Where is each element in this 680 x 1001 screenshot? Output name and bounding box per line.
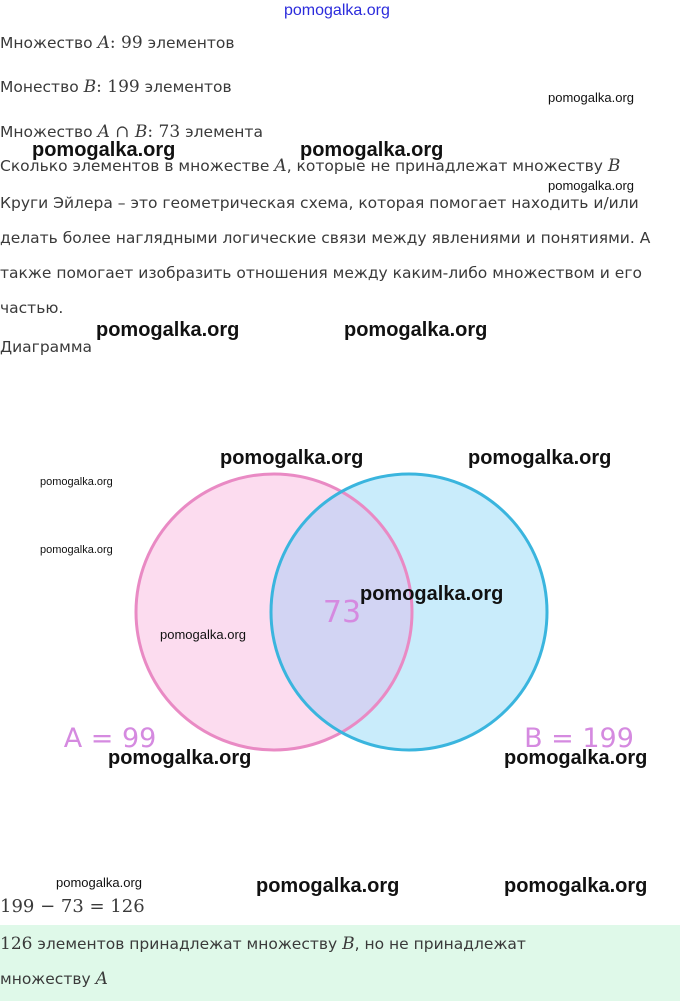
math-symbol: B (83, 77, 97, 97)
answer-fragment: множеству (0, 970, 96, 988)
math-symbol: A (97, 33, 110, 53)
math-symbol: B (342, 934, 355, 954)
watermark[interactable]: pomogalka.org (96, 319, 240, 341)
fact-value: : 199 (96, 77, 140, 97)
watermark[interactable]: pomogalka.org (256, 875, 400, 897)
watermark[interactable]: pomogalka.org (220, 447, 364, 469)
fact-text: элемента (180, 123, 263, 141)
math-symbol: A (95, 969, 108, 989)
fact-set-b (0, 77, 232, 97)
watermark[interactable]: pomogalka.org (32, 139, 176, 161)
answer-box (0, 925, 680, 1001)
fact-set-a (0, 33, 235, 53)
question-text: Сколько элементов в множестве (0, 157, 275, 175)
fact-text: Множество (0, 34, 98, 52)
watermark[interactable]: pomogalka.org (548, 178, 634, 193)
watermark[interactable]: pomogalka.org (56, 875, 142, 890)
watermark[interactable]: pomogalka.org (160, 627, 246, 642)
watermark[interactable]: pomogalka.org (40, 476, 113, 488)
diagram-heading: Диаграмма (0, 338, 93, 356)
math-symbol: A (274, 156, 287, 176)
venn-label-b: B = 199 (524, 723, 634, 754)
watermark[interactable]: pomogalka.org (344, 319, 488, 341)
watermark[interactable]: pomogalka.org (300, 139, 444, 161)
answer-text (0, 927, 676, 997)
watermark[interactable]: pomogalka.org (504, 747, 648, 769)
watermark[interactable]: pomogalka.org (468, 447, 612, 469)
fact-text: элементов (142, 34, 235, 52)
watermark[interactable]: pomogalka.org (548, 90, 634, 105)
venn-intersection-label: 73 (322, 595, 362, 630)
answer-fragment: , но не принадлежат (354, 935, 526, 953)
watermark[interactable]: pomogalka.org (108, 747, 252, 769)
watermark[interactable]: pomogalka.org (40, 544, 113, 556)
venn-diagram (0, 440, 680, 770)
fact-text: Монество (0, 78, 84, 96)
math-symbol: B (607, 156, 621, 176)
fact-value: : 73 (147, 122, 181, 142)
venn-label-a: A = 99 (63, 723, 157, 754)
math-symbol: A ∩ B (97, 122, 148, 142)
answer-number: 126 (0, 934, 33, 954)
fact-text: Множество (0, 123, 98, 141)
explanation-paragraph: Круги Эйлера – это геометрическая схема, которая помогает находить и/или делать более наглядными логические связи между явлениями и понятиями. А также помогает изобразить отношения между каким-либо множеством и его частью. (0, 194, 651, 317)
watermark[interactable]: pomogalka.org (504, 875, 648, 897)
fact-value: : 99 (109, 33, 143, 53)
watermark[interactable]: pomogalka.org (360, 583, 504, 605)
question-text: , которые не принадлежат множеству (286, 157, 608, 175)
calculation: 199 − 73 = 126 (0, 896, 145, 917)
fact-text: элементов (139, 78, 232, 96)
site-watermark-top[interactable]: pomogalka.org (284, 2, 390, 19)
answer-fragment: элементов принадлежат множеству (32, 935, 343, 953)
